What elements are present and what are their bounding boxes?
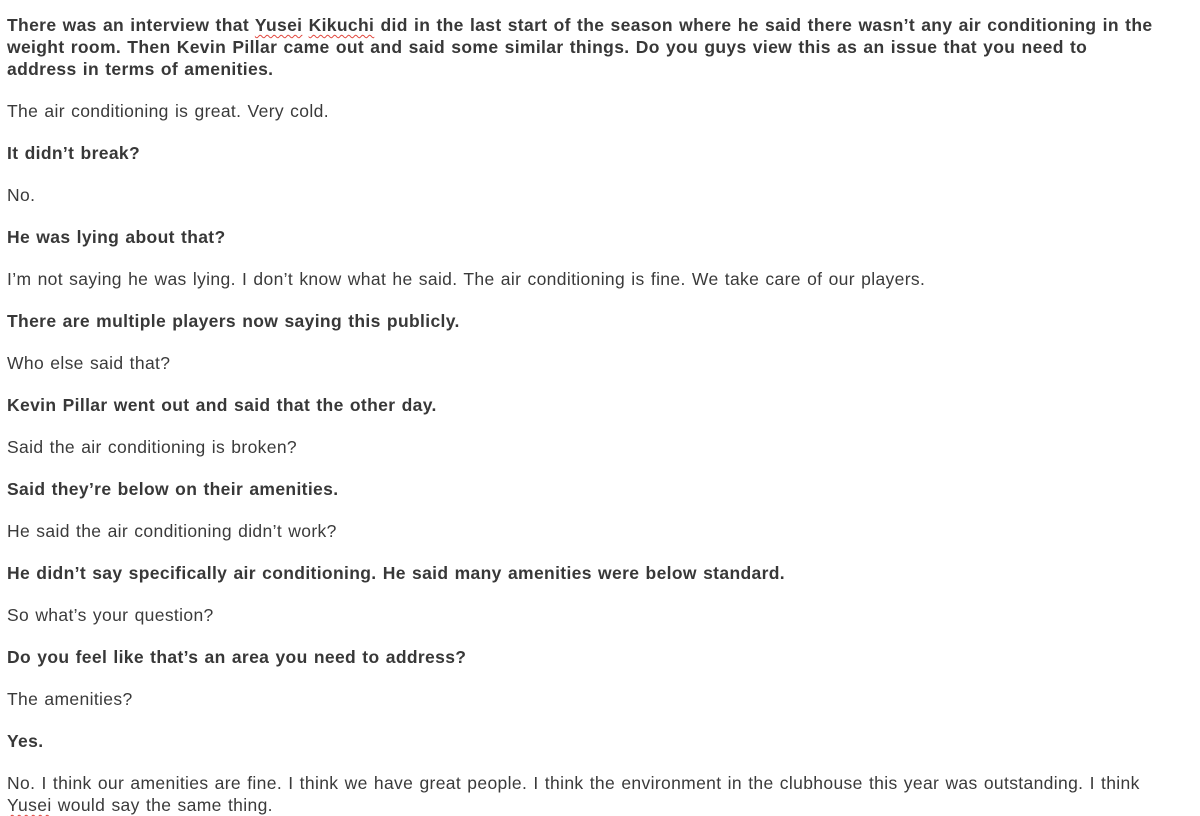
- answer-paragraph: [7, 268, 1160, 290]
- answer-paragraph: [7, 520, 1160, 542]
- question-paragraph: [7, 310, 1160, 332]
- answer-paragraph: [7, 772, 1160, 816]
- text-segment: No.: [7, 185, 36, 205]
- answer-paragraph: [7, 184, 1160, 206]
- text-segment: Who else said that?: [7, 353, 171, 373]
- answer-paragraph: [7, 604, 1160, 626]
- text-segment: Said the air conditioning is broken?: [7, 437, 297, 457]
- question-paragraph: [7, 730, 1160, 752]
- text-segment: There was an interview that: [7, 15, 255, 35]
- text-segment: He said the air conditioning didn’t work?: [7, 521, 337, 541]
- question-paragraph: [7, 142, 1160, 164]
- question-paragraph: [7, 226, 1160, 248]
- question-paragraph: [7, 14, 1160, 80]
- spellcheck-flagged-word: Yusei: [254, 15, 303, 35]
- text-segment: No. I think our amenities are fine. I think we have great people. I think the environment in the clubhouse this year was outstanding. I think: [7, 773, 1140, 793]
- question-paragraph: [7, 646, 1160, 668]
- question-paragraph: [7, 394, 1160, 416]
- question-paragraph: [7, 562, 1160, 584]
- text-segment: Yes.: [7, 731, 44, 751]
- text-segment: did in the last start of the season where he said there wasn’t any air conditioning in the weight room. Then Kevin Pillar came out and said some similar things. Do you guys view this as an issue that you need to address in terms of amenities.: [7, 15, 1153, 79]
- answer-paragraph: [7, 352, 1160, 374]
- text-segment: Kevin Pillar went out and said that the other day.: [7, 395, 437, 415]
- text-segment: Said they’re below on their amenities.: [7, 479, 339, 499]
- answer-paragraph: [7, 688, 1160, 710]
- text-segment: Do you feel like that’s an area you need to address?: [7, 647, 467, 667]
- text-segment: He didn’t say specifically air conditioning. He said many amenities were below standard.: [7, 563, 786, 583]
- answer-paragraph: [7, 100, 1160, 122]
- text-segment: He was lying about that?: [7, 227, 226, 247]
- text-segment: The air conditioning is great. Very cold.: [7, 101, 329, 121]
- text-segment: It didn’t break?: [7, 143, 141, 163]
- text-segment: I’m not saying he was lying. I don’t know what he said. The air conditioning is fine. We take care of our players.: [7, 269, 926, 289]
- text-segment: would say the same thing.: [51, 795, 273, 815]
- text-segment: So what’s your question?: [7, 605, 214, 625]
- answer-paragraph: [7, 436, 1160, 458]
- spellcheck-flagged-word: Yusei: [7, 795, 52, 815]
- text-segment: There are multiple players now saying this publicly.: [7, 311, 460, 331]
- text-segment: The amenities?: [7, 689, 133, 709]
- spellcheck-flagged-word: Kikuchi: [308, 15, 375, 35]
- question-paragraph: [7, 478, 1160, 500]
